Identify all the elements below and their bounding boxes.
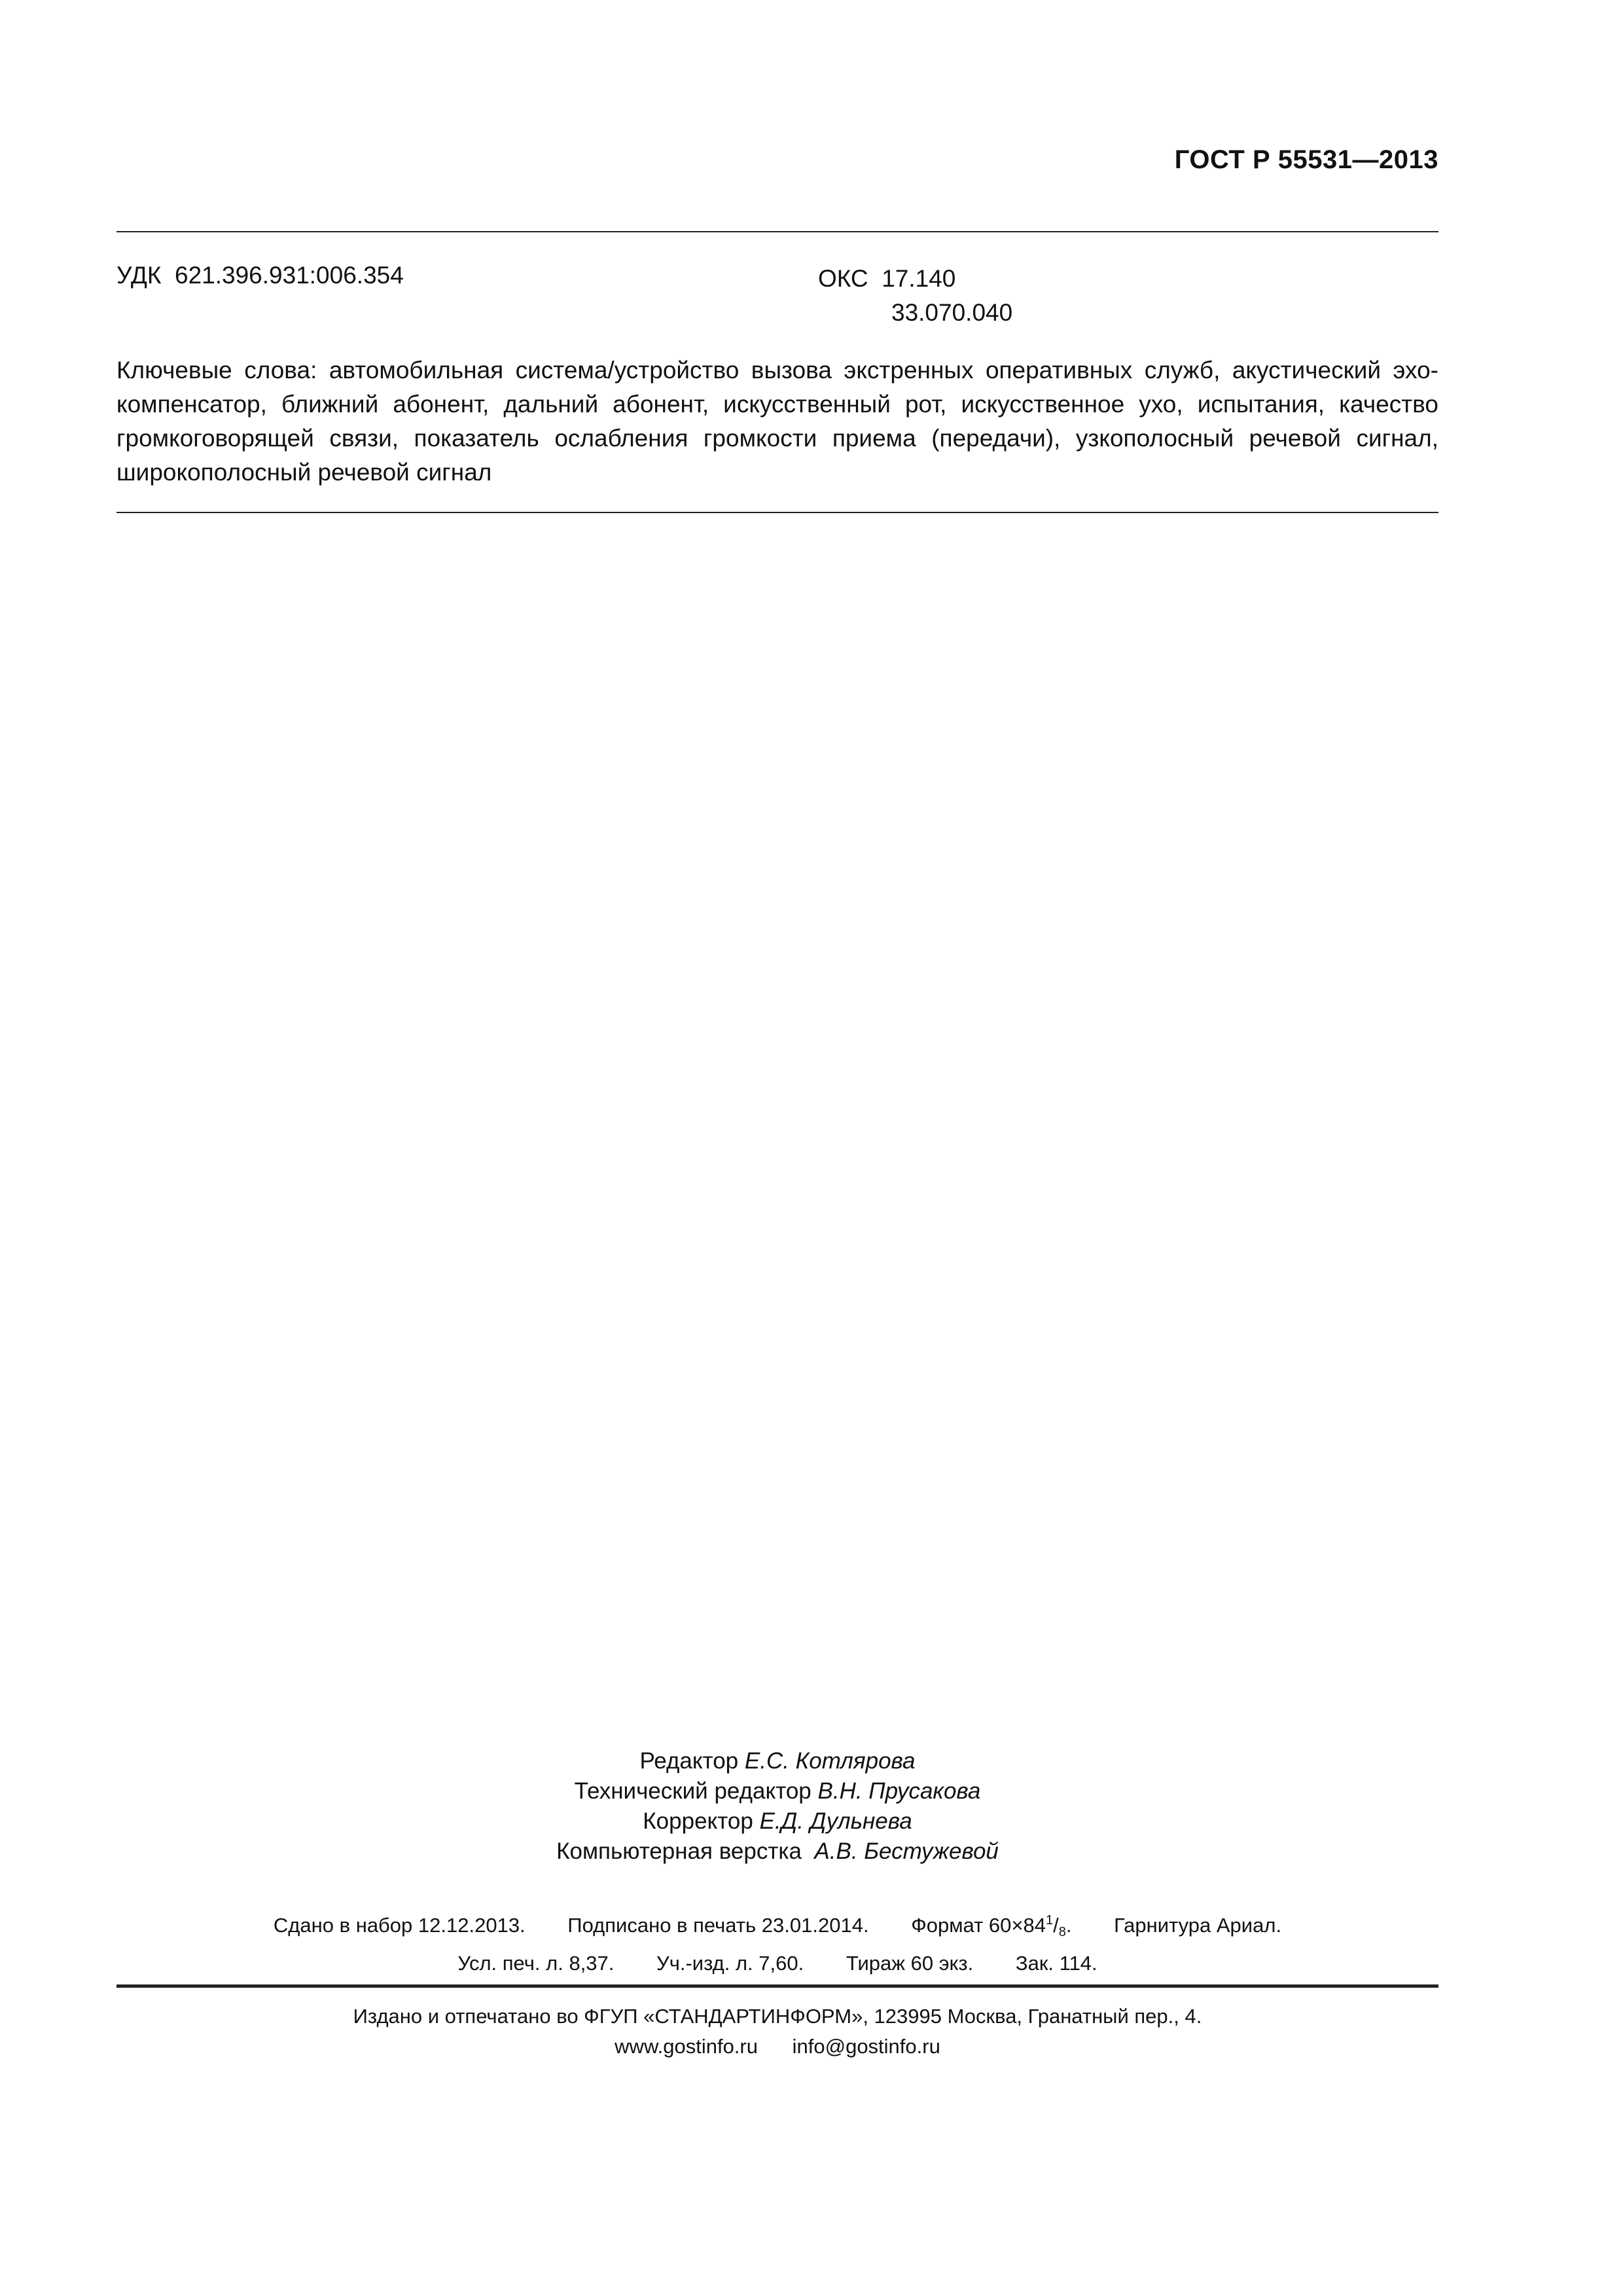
credit-role: Корректор bbox=[643, 1808, 753, 1834]
pub-sheets: Уч.-изд. л. 7,60. bbox=[656, 1952, 804, 1975]
format-suffix: . bbox=[1065, 1914, 1072, 1937]
oks-code-1: 17.140 bbox=[882, 265, 956, 292]
publisher-block bbox=[116, 2001, 1438, 2062]
publisher-contacts bbox=[116, 2032, 1438, 2062]
oks-code-2: 33.070.040 bbox=[891, 299, 1013, 326]
keywords-paragraph: Ключевые слова: автомобильная система/устройство вызова экстренных оперативных служб, акустический эхо-компенсатор, ближний абонент, дальний абонент, искусственный рот, искусственное ухо, испытания, качество громкоговорящей связи, показатель ослабления громкости приема (передачи), узкополосный речевой сигнал, широкополосный речевой сигнал bbox=[116, 357, 1438, 486]
print-sheets: Усл. печ. л. 8,37. bbox=[457, 1952, 615, 1975]
format-sup: 1 bbox=[1046, 1913, 1054, 1928]
credit-name: Е.Д. Дульнева bbox=[759, 1808, 912, 1834]
circulation: Тираж 60 экз. bbox=[846, 1952, 974, 1975]
credit-role: Технический редактор bbox=[574, 1778, 812, 1804]
credit-role: Компьютерная верстка bbox=[556, 1839, 802, 1864]
credit-tech-editor bbox=[116, 1776, 1438, 1806]
format-prefix: Формат 60×84 bbox=[911, 1914, 1046, 1937]
credit-name: А.В. Бестужевой bbox=[814, 1839, 999, 1864]
credit-proofreader bbox=[116, 1806, 1438, 1837]
standard-number: ГОСТ Р 55531—2013 bbox=[1174, 145, 1438, 174]
website-link[interactable]: www.gostinfo.ru bbox=[615, 2035, 758, 2058]
paper-format: Формат $60\times 84^1/_8$. bbox=[911, 1913, 1072, 1939]
oks-codes bbox=[818, 262, 1012, 330]
top-divider bbox=[116, 231, 1438, 232]
order-number: Зак. 114. bbox=[1015, 1952, 1097, 1975]
print-info-row-1 bbox=[116, 1905, 1438, 1948]
email-link[interactable]: info@gostinfo.ru bbox=[792, 2035, 940, 2058]
credit-editor bbox=[116, 1746, 1438, 1776]
signed-date: Подписано в печать 23.01.2014. bbox=[567, 1914, 869, 1937]
print-info bbox=[116, 1905, 1438, 1979]
oks-label: ОКС bbox=[818, 265, 868, 292]
udk-code: УДК 621.396.931:006.354 bbox=[116, 262, 404, 289]
credit-role: Редактор bbox=[639, 1748, 739, 1774]
credits-block bbox=[116, 1746, 1438, 1867]
publisher-line: Издано и отпечатано во ФГУП «СТАНДАРТИНФОРМ», 123995 Москва, Гранатный пер., 4. bbox=[353, 2005, 1202, 2028]
credit-layout bbox=[116, 1837, 1438, 1867]
keywords-divider bbox=[116, 512, 1438, 513]
set-date: Сдано в набор 12.12.2013. bbox=[273, 1914, 526, 1937]
credit-name: Е.С. Котлярова bbox=[744, 1748, 916, 1774]
print-info-row-2 bbox=[116, 1948, 1438, 1979]
typeface: Гарнитура Ариал. bbox=[1114, 1914, 1282, 1937]
credit-name: В.Н. Прусакова bbox=[817, 1778, 981, 1804]
bottom-divider bbox=[116, 1984, 1438, 1988]
oks-line-1 bbox=[818, 262, 1012, 296]
format-sub: 8 bbox=[1058, 1925, 1066, 1939]
